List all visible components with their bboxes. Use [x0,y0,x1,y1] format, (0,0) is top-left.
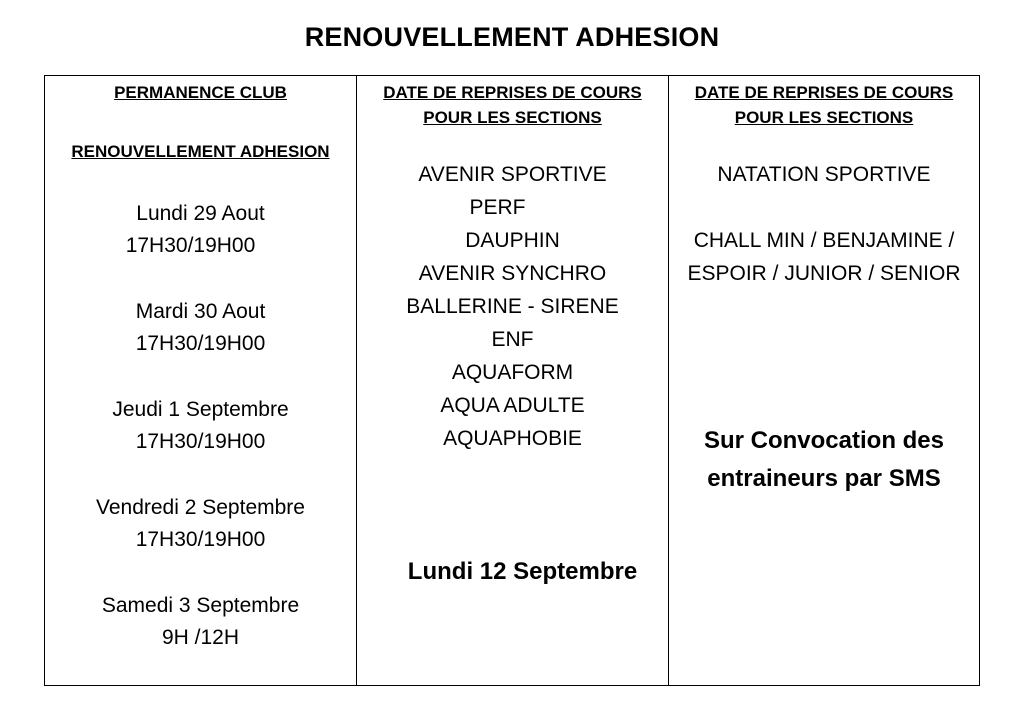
section-name: NATATION SPORTIVE [717,163,931,186]
section-name: ENF [491,328,534,351]
section-name: AVENIR SYNCHRO [418,262,607,285]
section-name: BALLERINE - SIRENE [406,295,619,318]
page-title: RENOUVELLEMENT ADHESION [304,22,720,52]
column-header: PERMANENCE CLUB [114,83,287,102]
slot-day: Vendredi 2 Septembre [96,496,305,519]
column-sections-reprise [357,76,669,685]
slot-time: 17H30/19H00 [125,234,256,257]
slot-day: Jeudi 1 Septembre [112,398,289,421]
slot-time: 17H30/19H00 [135,332,266,355]
slot-day: Mardi 30 Aout [135,300,266,323]
column-header: DATE DE REPRISES DE COURS [694,83,954,102]
section-name: AQUA ADULTE [440,394,585,417]
schedule-table [44,75,980,686]
column-natation-sportive [669,76,979,685]
slot-day: Samedi 3 Septembre [101,594,300,617]
reprise-date: Lundi 12 Septembre [407,558,638,585]
section-name: CHALL MIN / BENJAMINE / [693,229,955,252]
column-header: POUR LES SECTIONS [423,108,602,127]
section-name: AQUAPHOBIE [443,427,582,450]
section-name: AVENIR SPORTIVE [418,163,607,186]
section-name: AQUAFORM [451,361,574,384]
slot-time: 9H /12H [161,626,240,649]
column-header: POUR LES SECTIONS [734,108,914,127]
slot-time: 17H30/19H00 [135,430,266,453]
slot-day: Lundi 29 Aout [136,202,265,225]
section-name: DAUPHIN [465,229,560,252]
convocation-note: Sur Convocation des [703,427,945,454]
slot-time: 17H30/19H00 [135,528,266,551]
column-permanence [45,76,357,685]
column-subheader: RENOUVELLEMENT ADHESION [71,142,330,161]
column-header: DATE DE REPRISES DE COURS [383,83,642,102]
convocation-note: entraineurs par SMS [707,465,941,492]
section-name: PERF [469,196,526,219]
section-name: ESPOIR / JUNIOR / SENIOR [687,262,961,285]
